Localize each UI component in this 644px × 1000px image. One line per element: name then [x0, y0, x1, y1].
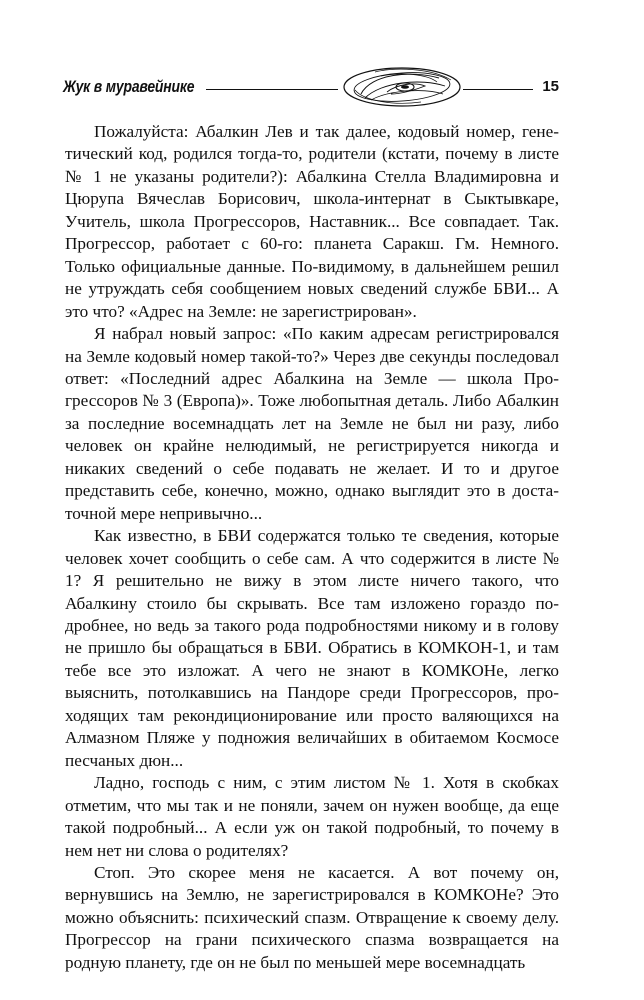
page-number: 15 [542, 78, 559, 95]
galaxy-ornament-icon [341, 64, 463, 110]
paragraph: Пожалуйста: Абалкин Лев и так далее, кодовый номер, генетический код, родился тогда-то, родители (кстати, почему в листе № 1 не указаны родители?): Абалкина Стелла Владимировна и Цюрупа Вячеслав Борисович, школа-интернат в Сыктывкаре, Учитель, школа Прогрессоров, Наставник... Все совпадает. Так. Прогрессор, работает с 60-го: планета Саракш. Гм. Немного. Только официальные данные. По-видимому, в дальнейшем решил не утруждать себя сообщением новых сведений службе БВИ... А это что? «Адрес на Земле: не зарегистрирован». [65, 122, 559, 321]
running-title: Жук в муравейнике [63, 77, 195, 96]
page-header [63, 62, 559, 112]
paragraph: Как известно, в БВИ содержатся только те сведения, которые человек хочет сообщить о себе сам. А что содержится в листе № 1? Я решительно не вижу в этом листе ничего такого, что Абалкину стоило бы скрывать. Все там изложено гораздо подробнее, но ведь за такого рода подробностями никому и в голову не пришло бы обращаться в БВИ. Обратись в КОМКОН-1, и там тебе все это изложат. А чего не знают в КОМКОНе, легко выяснить, потолкавшись на Пандоре среди Прогрессоров, проходящих там рекондиционирование или просто валяющихся на Алмазном Пляже у подножия величайших в обитаемом Космосе песчаных дюн... [65, 526, 559, 770]
header-rule-left [206, 89, 338, 90]
paragraph: Ладно, господь с ним, с этим листом № 1. Хотя в скобках отметим, что мы так и не поняли, зачем он нужен вообще, да еще такой подробный... А если уж он такой подробный, то почему в нем нет ни слова о родителях? [65, 773, 559, 860]
paragraph: Я набрал новый запрос: «По каким адресам регистрировался на Земле кодовый номер такой-то?» Через две секунды последовал ответ: «Последний адрес Абалкина на Земле — школа Прогрессоров № 3 (Европа)». Тоже любопытная деталь. Либо Абалкин за последние восемнадцать лет на Земле не был ни разу, либо человек он крайне нелюдимый, не регистрируется никогда и никаких сведений о себе подавать не желает. И то и другое представить себе, конечно, можно, однако выглядит это в достаточной мере непривычно... [65, 324, 559, 523]
body-text [65, 121, 559, 974]
paragraph: Стоп. Это скорее меня не касается. А вот почему он, вернувшись на Землю, не зарегистрировался в КОМКОНе? Это можно объяснить: психический спазм. Отвращение к своему делу. Прогрессор на грани психического спазма возвращается на родную планету, где он не был по меньшей мере восемнадцать [65, 862, 559, 972]
header-rule-right [463, 89, 533, 90]
